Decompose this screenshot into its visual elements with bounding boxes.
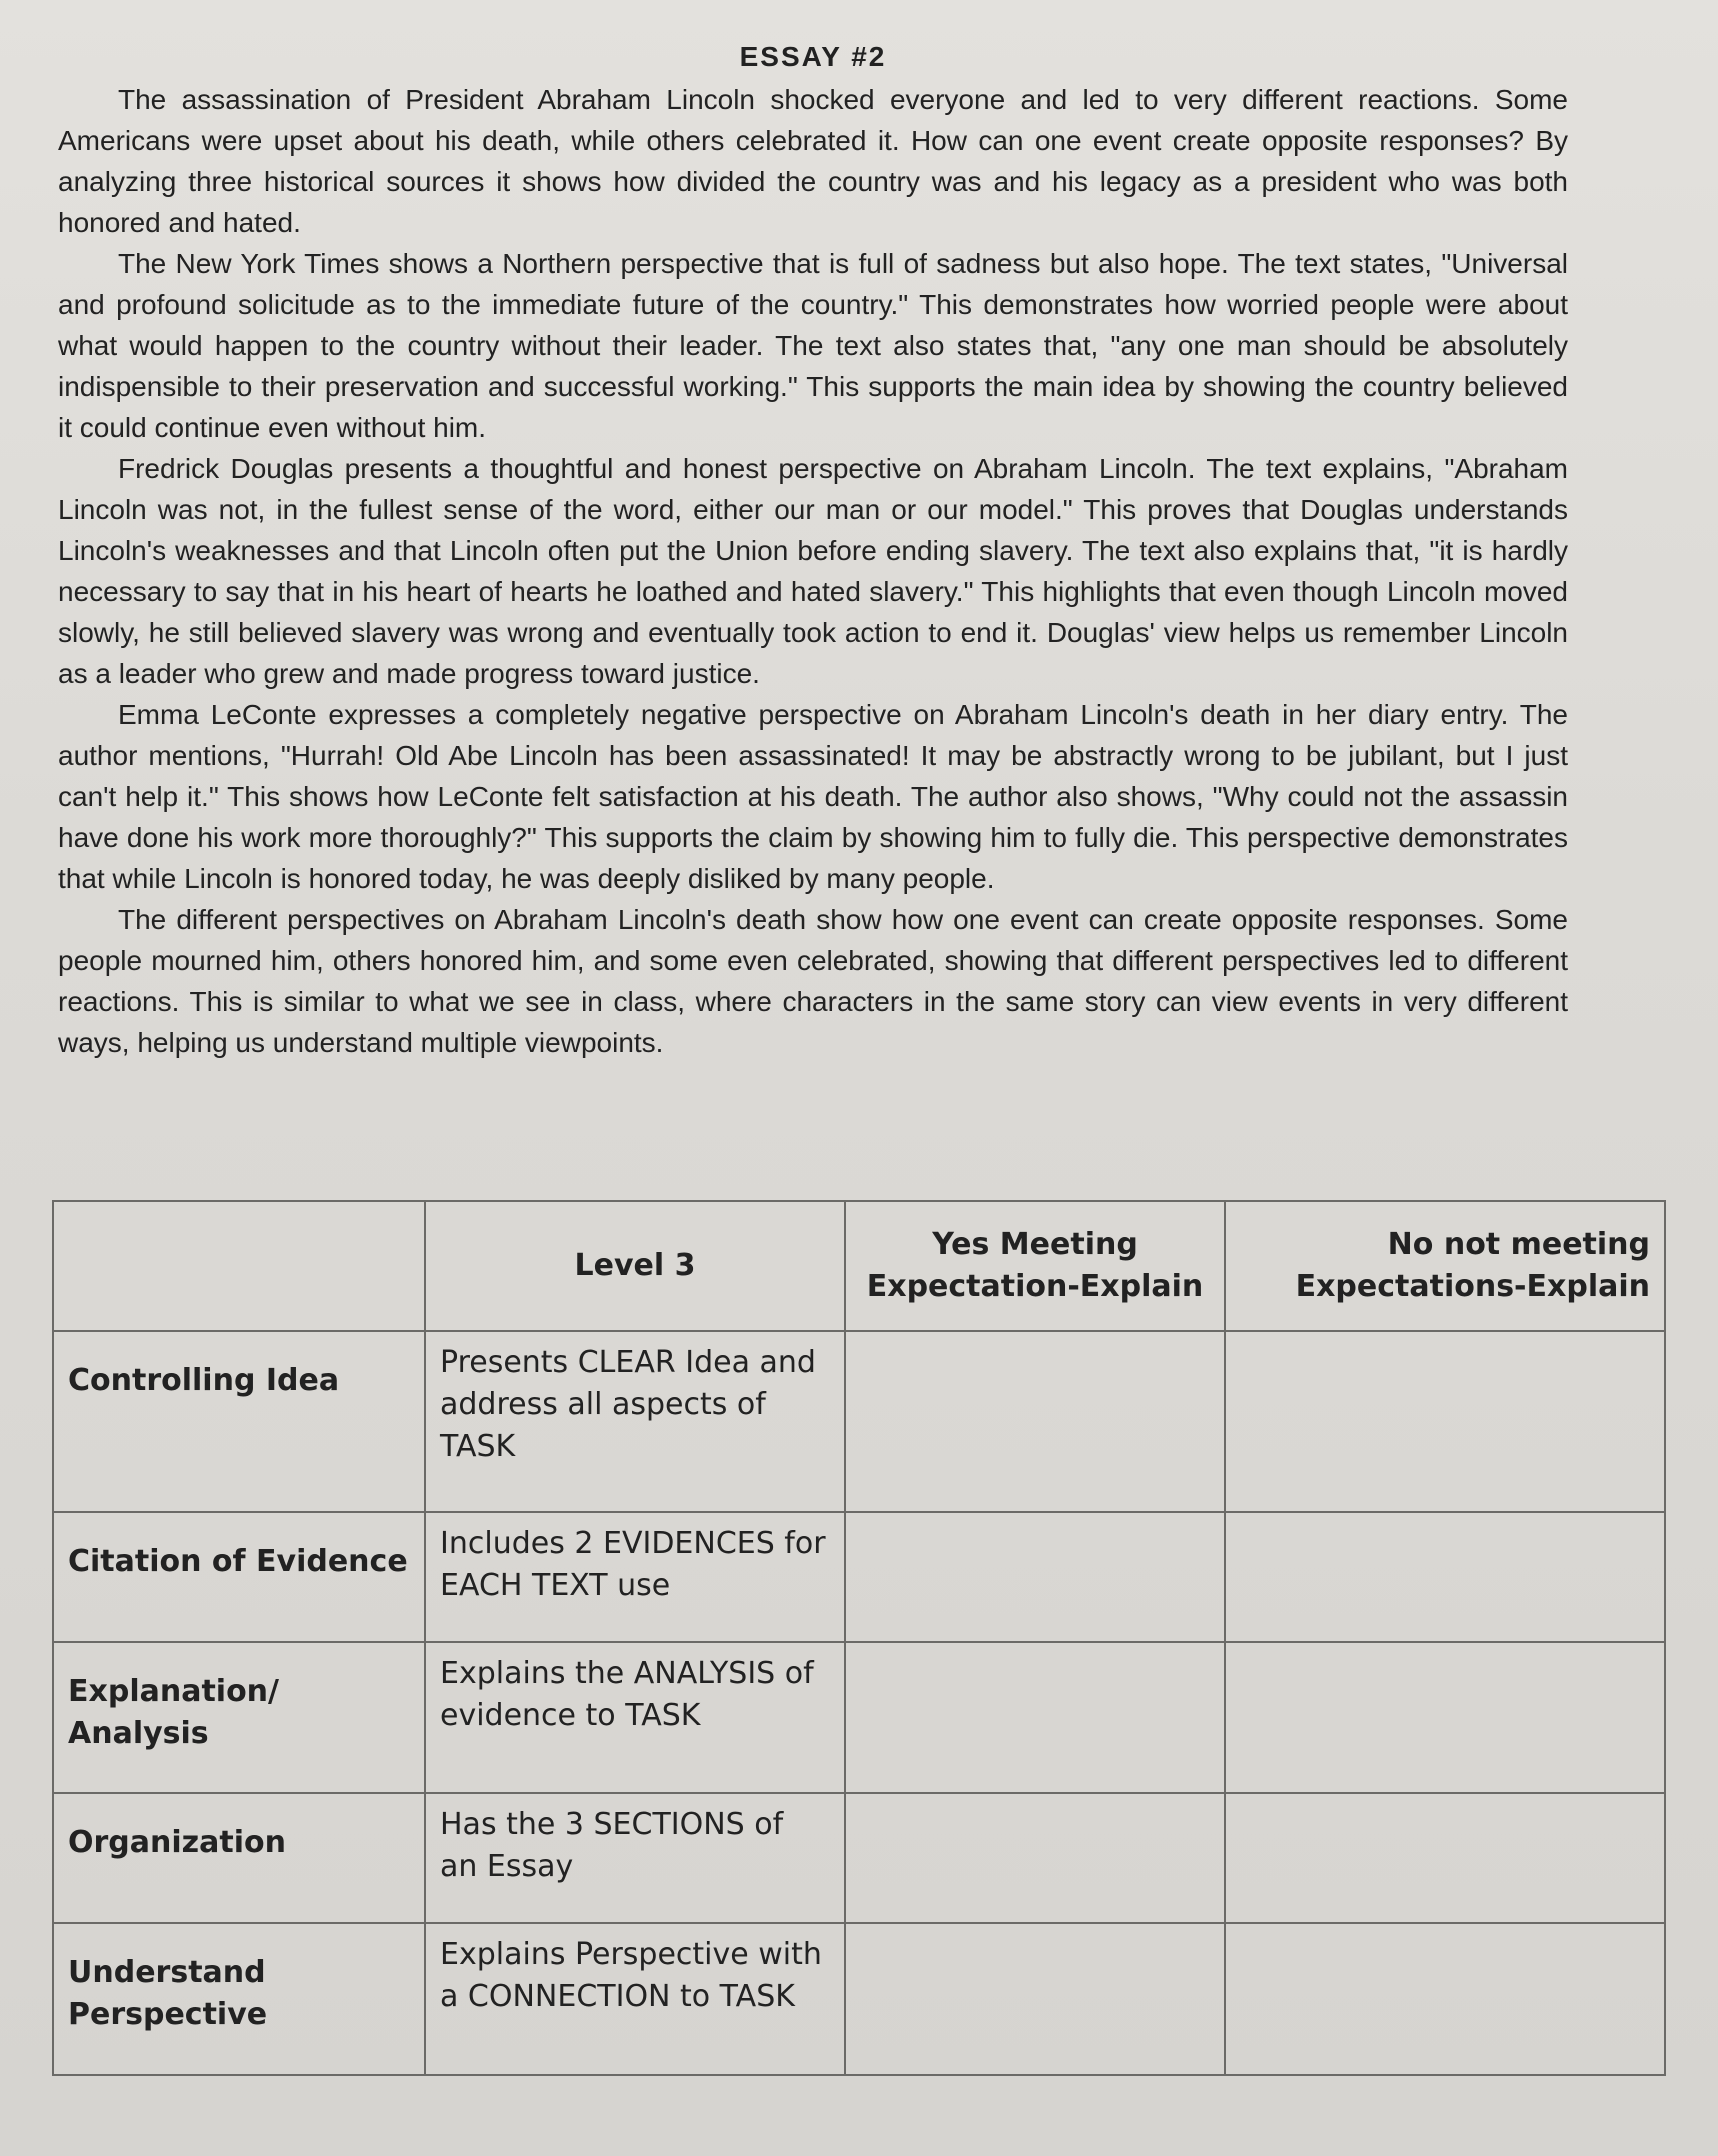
rubric-row (53, 1793, 1665, 1923)
rubric-yes-cell[interactable] (845, 1923, 1225, 2075)
essay-title: ESSAY #2 (739, 41, 887, 72)
rubric-row (53, 1923, 1665, 2075)
rubric-no-cell[interactable] (1225, 1331, 1665, 1512)
rubric-no-cell[interactable] (1225, 1642, 1665, 1794)
rubric-table (52, 1200, 1666, 2076)
rubric-row-label: Citation of Evidence (53, 1512, 425, 1642)
rubric-header-level: Level 3 (425, 1201, 845, 1331)
rubric-row-label: Controlling Idea (53, 1331, 425, 1512)
rubric-row (53, 1642, 1665, 1794)
essay-paragraph-leconte: Emma LeConte expresses a completely negative perspective on Abraham Lincoln's death in her diary entry. The author mentions, "Hurrah! Old Abe Lincoln has been assassinated! It may be abstractly wrong to be jubilant, but I just can't help it." This shows how LeConte felt satisfaction at his death. The author also shows, "Why could not the assassin have done his work more thoroughly?" This supports the claim by showing him to fully die. This perspective demonstrates that while Lincoln is honored today, he was deeply disliked by many people. (58, 699, 1568, 894)
essay-paragraph-nyt: The New York Times shows a Northern perspective that is full of sadness but also hope. The text states, "Universal and profound solicitude as to the immediate future of the country." This demonstrates how worried people were about what would happen to the country without their leader. The text also states that, "any one man should be absolutely indispensible to their preservation and successful working." This supports the main idea by showing the country believed it could continue even without him. (58, 248, 1568, 443)
rubric-yes-cell[interactable] (845, 1331, 1225, 1512)
rubric-row-label: Understand Perspective (53, 1923, 425, 2075)
rubric-row-description: Explains Perspective with a CONNECTION to TASK (425, 1923, 845, 2075)
essay (58, 36, 1568, 1063)
rubric-header-no: No not meeting Expectations-Explain (1225, 1201, 1665, 1331)
rubric-row-description: Includes 2 EVIDENCES for EACH TEXT use (425, 1512, 845, 1642)
rubric-yes-cell[interactable] (845, 1642, 1225, 1794)
essay-paragraph-conclusion: The different perspectives on Abraham Lincoln's death show how one event can create opposite responses. Some people mourned him, others honored him, and some even celebrated, showing that different perspectives led to different reactions. This is similar to what we see in class, where characters in the same story can view events in very different ways, helping us understand multiple viewpoints. (58, 904, 1568, 1058)
rubric-yes-cell[interactable] (845, 1512, 1225, 1642)
rubric-row-label: Explanation/ Analysis (53, 1642, 425, 1794)
rubric-row-description: Presents CLEAR Idea and address all aspects of TASK (425, 1331, 845, 1512)
rubric-header-empty (53, 1201, 425, 1331)
rubric-header-row (53, 1201, 1665, 1331)
essay-paragraph-intro: The assassination of President Abraham Lincoln shocked everyone and led to very different reactions. Some Americans were upset about his death, while others celebrated it. How can one event create opposite responses? By analyzing three historical sources it shows how divided the country was and his legacy as a president who was both honored and hated. (58, 84, 1568, 238)
rubric-no-cell[interactable] (1225, 1793, 1665, 1923)
rubric-row (53, 1512, 1665, 1642)
rubric-row-description: Explains the ANALYSIS of evidence to TASK (425, 1642, 845, 1794)
rubric-yes-cell[interactable] (845, 1793, 1225, 1923)
rubric-header-yes: Yes Meeting Expectation-Explain (845, 1201, 1225, 1331)
rubric-no-cell[interactable] (1225, 1923, 1665, 2075)
rubric-row-label: Organization (53, 1793, 425, 1923)
essay-paragraph-douglas: Fredrick Douglas presents a thoughtful and honest perspective on Abraham Lincoln. The text explains, "Abraham Lincoln was not, in the fullest sense of the word, either our man or our model." This proves that Douglas understands Lincoln's weaknesses and that Lincoln often put the Union before ending slavery. The text also explains that, "it is hardly necessary to say that in his heart of hearts he loathed and hated slavery." This highlights that even though Lincoln moved slowly, he still believed slavery was wrong and eventually took action to end it. Douglas' view helps us remember Lincoln as a leader who grew and made progress toward justice. (58, 453, 1568, 689)
rubric-no-cell[interactable] (1225, 1512, 1665, 1642)
rubric-row-description: Has the 3 SECTIONS of an Essay (425, 1793, 845, 1923)
rubric-row (53, 1331, 1665, 1512)
